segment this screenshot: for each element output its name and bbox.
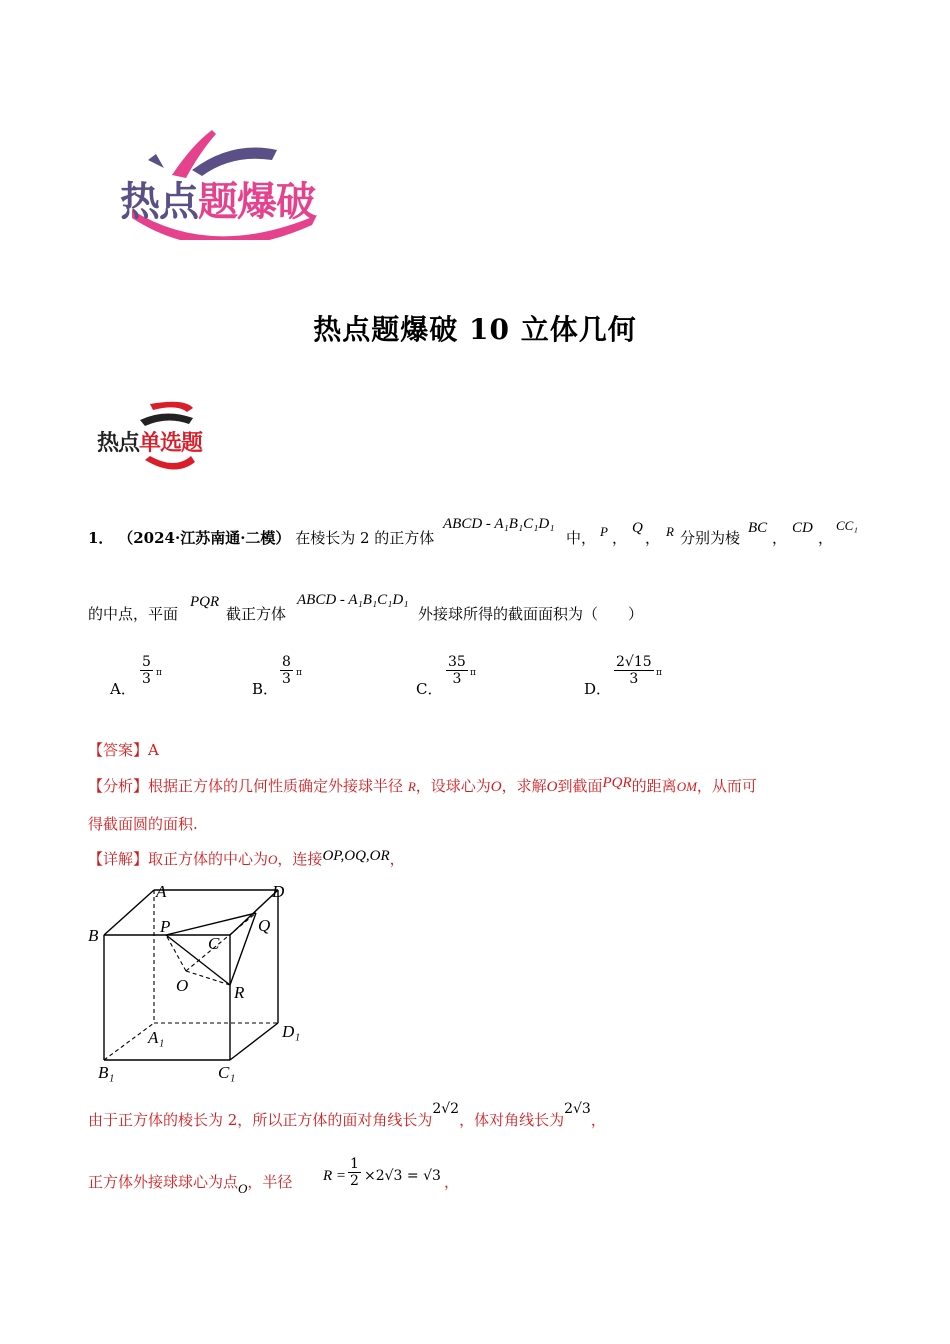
label-a1: A₁ bbox=[148, 1028, 165, 1047]
question-number: 1． bbox=[88, 529, 114, 547]
section-logo-part2: 单选题 bbox=[139, 431, 203, 456]
plane-pqr: PQR bbox=[190, 594, 220, 610]
analysis-line-1: 【分析】根据正方体的几何性质确定外接球半径 R，设球心为O，求解O到截面PQR的距离OM，从而可 bbox=[88, 775, 757, 795]
option-a-denominator: 3 bbox=[142, 671, 151, 687]
radius-denominator: 2 bbox=[350, 1173, 359, 1189]
label-c1: C₁ bbox=[218, 1063, 236, 1082]
question-source: （2024·江苏南通·二模） bbox=[118, 529, 291, 547]
label-c: C bbox=[208, 934, 220, 953]
option-d-numerator: 2√15 bbox=[616, 654, 652, 670]
answer-tag: 【答案】 bbox=[88, 741, 149, 759]
segment-or bbox=[186, 971, 230, 985]
radius-fraction bbox=[348, 1156, 361, 1189]
option-b-denominator: 3 bbox=[282, 671, 291, 687]
edge-cc1: CC₁ bbox=[836, 518, 858, 533]
option-b-numerator: 8 bbox=[282, 654, 291, 670]
edge-bc: BC bbox=[748, 520, 768, 536]
face-diagonal: 2√2 bbox=[432, 1101, 460, 1117]
label-a: A bbox=[156, 882, 167, 901]
body-diagonal: 2√3 bbox=[564, 1101, 591, 1117]
solution-line-2: 正方体外接球球心为点O，半径 bbox=[88, 1173, 293, 1196]
radius-numerator: 1 bbox=[350, 1156, 359, 1172]
radius-lhs: R = bbox=[323, 1168, 347, 1184]
comma-3: ， bbox=[772, 529, 788, 547]
option-d[interactable]: D． $\frac{2√15}{3}$ π bbox=[584, 654, 662, 698]
edge-cd: CD bbox=[792, 520, 813, 536]
option-d-denominator: 3 bbox=[629, 671, 639, 687]
edge-top-left bbox=[104, 890, 154, 935]
label-d: D bbox=[272, 882, 285, 901]
point-q: Q bbox=[632, 520, 643, 536]
point-r: R bbox=[666, 524, 674, 539]
label-p: P bbox=[160, 917, 171, 936]
solution-line-1: 由于正方体的棱长为 2，所以正方体的面对角线长为2√2，体对角线长为2√3， bbox=[88, 1101, 606, 1129]
question-text-2b: 截正方体 bbox=[226, 605, 287, 623]
label-d1: D₁ bbox=[282, 1022, 301, 1041]
section-logo-part1: 热点 bbox=[97, 431, 140, 456]
label-o: O bbox=[176, 976, 189, 995]
cube-name-2: ABCD - A₁B₁C₁D₁ bbox=[297, 592, 409, 608]
option-c-numerator: 35 bbox=[448, 654, 466, 670]
hot-topic-logo bbox=[112, 120, 332, 240]
question-line-1 bbox=[88, 528, 434, 548]
edge-hidden-left-bottom bbox=[104, 1023, 154, 1060]
analysis-line-2: 得截面圆的面积. bbox=[88, 815, 198, 833]
segment-qr bbox=[230, 913, 256, 985]
comma-2: ， bbox=[645, 529, 661, 547]
logo-text-part2: 题爆破 bbox=[198, 179, 315, 225]
label-b1: B₁ bbox=[98, 1063, 115, 1082]
comma-4: ， bbox=[818, 529, 834, 547]
question-text-1b: 中， bbox=[566, 529, 597, 547]
cube-figure bbox=[80, 875, 320, 1090]
option-c[interactable]: C． $\frac{35}{3}$ π bbox=[416, 654, 476, 698]
answer-line bbox=[88, 740, 159, 760]
label-q: Q bbox=[258, 916, 271, 935]
section-logo bbox=[95, 398, 235, 480]
label-b: B bbox=[88, 926, 99, 945]
option-b[interactable]: B． $\frac{8}{3}$ π bbox=[252, 654, 302, 698]
segment-op bbox=[166, 935, 186, 971]
option-a[interactable]: A． $\frac{5}{3}$ π bbox=[110, 654, 162, 698]
option-c-denominator: 3 bbox=[452, 671, 462, 687]
label-r: R bbox=[234, 983, 245, 1002]
comma-1: ， bbox=[612, 529, 628, 547]
edge-bottom-right bbox=[230, 1023, 278, 1060]
cube-name-1: ABCD - A₁B₁C₁D₁ bbox=[443, 516, 555, 532]
solution-line-2-end: ， bbox=[444, 1173, 460, 1191]
option-a-numerator: 5 bbox=[142, 654, 151, 670]
radius-rhs: ×2√3 = √3 bbox=[364, 1168, 441, 1184]
question-text-1a: 在棱长为 2 的正方体 bbox=[295, 529, 435, 547]
question-text-2c: 外接球所得的截面面积为（ ） bbox=[418, 605, 644, 623]
detail-line: 【详解】取正方体的中心为O，连接OP,OQ,OR， bbox=[88, 848, 405, 868]
answer-value: A bbox=[148, 741, 159, 759]
logo-text-part1: 热点 bbox=[120, 179, 198, 225]
point-p: P bbox=[600, 524, 608, 539]
page-title: 热点题爆破 10 立体几何 bbox=[313, 313, 637, 346]
question-text-1c: 分别为棱 bbox=[680, 529, 741, 547]
question-text-2a: 的中点，平面 bbox=[88, 605, 179, 623]
